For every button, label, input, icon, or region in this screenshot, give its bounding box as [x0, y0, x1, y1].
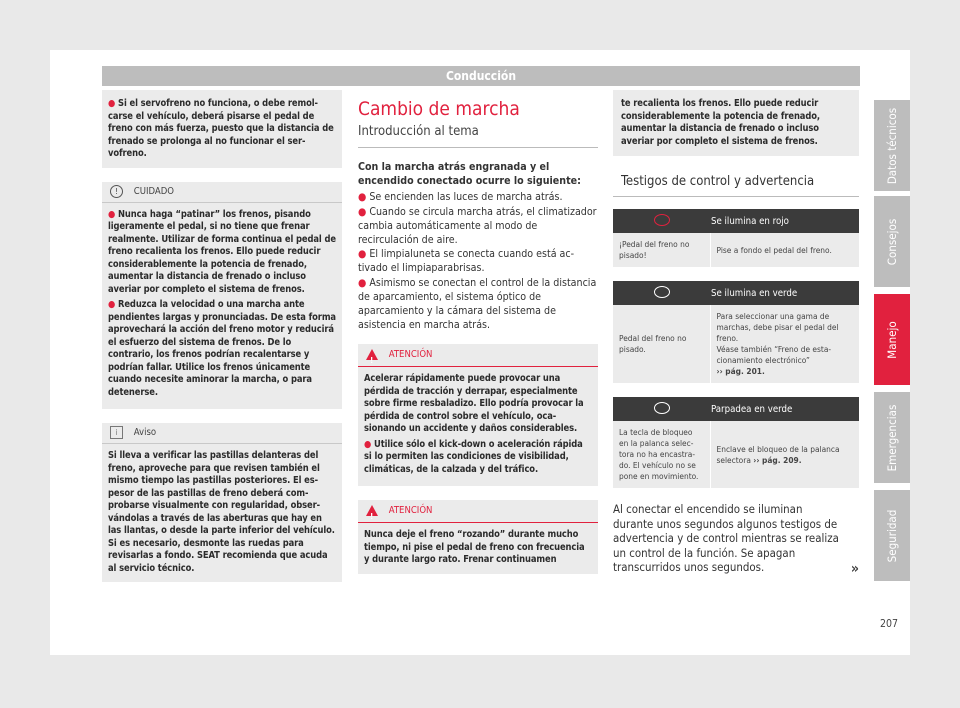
tab-label: Seguridad: [885, 509, 899, 562]
page-reference-link[interactable]: ›› pág. 201.: [716, 366, 765, 376]
warning-item-text: Utilice sólo el kick-down o aceleración rápida si lo permiten las condiciones de visibilidad, climáticas, de la calzada y del tráfico.: [364, 438, 583, 475]
tab-seguridad[interactable]: [874, 490, 910, 581]
indicator-table: [613, 397, 859, 488]
aviso-header: [102, 423, 342, 444]
action-text: Enclave el bloqueo de la palanca selectora: [716, 443, 840, 465]
warning-body: [358, 367, 598, 486]
caution-body: [102, 203, 342, 410]
chapter-header: Conducción: [102, 66, 860, 86]
caution-icon: !: [110, 185, 123, 198]
caution-item-text: Nunca haga “patinar” los frenos, pisando ligeramente el pedal, si no tiene que frenar realmente. Utilizar de forma continua el pedal de freno recalienta los frenos. Ello puede reducir considerablemente la potencia de frenado, aumentar la distancia de frenado o incluso averiar por completo el sistema de frenos.: [108, 208, 336, 295]
warning-text: Acelerar rápidamente puede provocar una pérdida de tracción y derrapar, especialmente sobre firme resbaladizo. Ello podría provocar la pérdida de control sobre el vehículo, ocasionando un accidente y daños considerables.: [364, 373, 584, 435]
page-number: 207: [880, 618, 899, 630]
indicator-cell: [613, 397, 710, 421]
tab-label: Consejos: [885, 218, 899, 265]
section-title: Cambio de marcha: [358, 98, 520, 120]
note-text: Si el servofreno no funciona, o debe remolcarse el vehículo, deberá pisarse el pedal de freno con más fuerza, puesto que la distancia de frenado se prolonga al no funcionar el servofreno.: [108, 98, 334, 159]
caution-box: [102, 182, 342, 410]
list-item-text: Se encienden las luces de marcha atrás.: [369, 191, 563, 204]
warning-header: [358, 500, 598, 523]
bullet-icon: ●: [108, 208, 119, 220]
table-heading: Se ilumina en rojo: [710, 209, 859, 233]
tab-label: Datos técnicos: [885, 107, 899, 184]
caution-item-text: Reduzca la velocidad o una marcha ante pendientes largas y pronunciadas. De esta forma aprovechará la acción del freno motor y reducirá el esfuerzo del sistema de frenos. De lo contrario, los frenos podrían recalentarse y podrían fallar. Utilice los frenos únicamente cuando necesite aminorar la marcha, o para detenerse.: [108, 299, 336, 398]
section-subtitle: Introducción al tema: [358, 124, 598, 148]
table-cell-condition: ¡Pedal del freno no pisado!: [613, 233, 710, 267]
indicator-table: [613, 209, 859, 267]
caution-item: [108, 209, 336, 297]
list-item: [358, 190, 598, 204]
list-item-text: Asimismo se conectan el control de la distancia de aparcamiento, el sistema óptico de aparcamiento y la cámara del sistema de asistencia en marcha atrás.: [358, 276, 597, 332]
bullet-icon: ●: [364, 438, 375, 450]
info-icon: i: [110, 426, 123, 439]
tab-label: Emergencias: [885, 404, 899, 471]
section-heading: Testigos de control y advertencia: [613, 174, 859, 197]
warning-header: [358, 344, 598, 367]
indicator-table: [613, 281, 859, 383]
body-text: [358, 160, 598, 332]
table-cell-action: [710, 305, 859, 383]
warning-box-1: [358, 344, 598, 486]
brake-pedal-red-icon: [654, 214, 670, 226]
warning-triangle-icon: [366, 505, 378, 516]
list-item-text: Cuando se circula marcha atrás, el climatizador cambia automáticamente al modo de recirculación de aire.: [358, 205, 597, 247]
list-item-text: El limpialuneta se conecta cuando está activado el limpiaparabrisas.: [358, 248, 575, 275]
tab-datos-tecnicos[interactable]: [874, 100, 910, 191]
table-heading: Se ilumina en verde: [710, 281, 859, 305]
column-left: [102, 90, 342, 582]
indicator-cell: [613, 281, 710, 305]
continued-marker: »: [850, 560, 859, 577]
tab-manejo[interactable]: [874, 294, 910, 385]
warning-triangle-icon: [366, 349, 378, 360]
tab-label: Manejo: [885, 320, 899, 359]
warning-title: ATENCIÓN: [388, 505, 433, 517]
bullet-icon: ●: [108, 299, 119, 310]
brake-pedal-blink-icon: [654, 402, 670, 414]
bullet-icon: ●: [108, 98, 116, 109]
note-box: [102, 90, 342, 168]
warning-item: [364, 439, 592, 477]
brake-pedal-green-icon: [654, 286, 670, 298]
warning-box-2: [358, 500, 598, 574]
lead-text: Con la marcha atrás engranada y el encendido conectado ocurre lo siguiente:: [358, 161, 581, 188]
caution-header: [102, 182, 342, 203]
list-item: [358, 205, 598, 248]
tab-consejos[interactable]: [874, 196, 910, 287]
warning-body: Nunca deje el freno “rozando” durante mucho tiempo, ni pise el pedal de freno con frecuencia y durante largo rato. Frenar continuamen: [364, 529, 585, 566]
list-item: [358, 276, 598, 333]
tab-emergencias[interactable]: [874, 392, 910, 483]
table-cell-condition: La tecla de bloqueo en la palanca selectora no ha encastrado. El vehículo no se pone en movimiento.: [613, 421, 710, 488]
table-cell-action: Pise a fondo el pedal del freno.: [710, 233, 859, 267]
action-text: Para seleccionar una gama de marchas, debe pisar el pedal del freno. Véase también “Freno de estacionamiento electrónico”: [716, 311, 839, 365]
warning-title: ATENCIÓN: [388, 349, 433, 361]
bullet-icon: ●: [358, 276, 370, 289]
aviso-body: Si lleva a verificar las pastillas delanteras del freno, aproveche para que revisen también el mismo tiempo las pastillas posteriores. El espesor de las pastillas de freno deberá comprobarse visualmente con regularidad, observándolas a través de las aberturas que hay en las llantas, o desde la parte inferior del vehículo. Si es necesario, desmonte las ruedas para revisarlas a fondo. SEAT recomienda que acuda al servicio técnico.: [108, 450, 335, 574]
column-right: [613, 90, 859, 577]
closing-text: Al conectar el encendido se iluminan durante unos segundos algunos testigos de advertencia y de control mientras se realiza un control de la función. Se apagan transcurridos unos segundos.: [613, 502, 839, 574]
table-cell-action: [710, 421, 859, 488]
table-cell-condition: Pedal del freno no pisado.: [613, 305, 710, 383]
bullet-icon: ●: [358, 205, 370, 218]
aviso-title: Aviso: [133, 427, 157, 438]
table-heading: Parpadea en verde: [710, 397, 859, 421]
bullet-icon: ●: [358, 248, 370, 261]
caution-title: CUIDADO: [133, 185, 175, 197]
warning-continued: te recalienta los frenos. Ello puede reducir considerablemente la potencia de frenado, aumentar la distancia de frenado o incluso averiar por completo el sistema de frenos.: [613, 90, 859, 156]
page-reference-link[interactable]: ›› pág. 209.: [753, 454, 802, 465]
bullet-icon: ●: [358, 191, 370, 204]
column-middle: [358, 90, 598, 574]
indicator-cell: [613, 209, 710, 233]
caution-item: [108, 299, 336, 399]
aviso-box: [102, 423, 342, 582]
list-item: [358, 247, 598, 275]
